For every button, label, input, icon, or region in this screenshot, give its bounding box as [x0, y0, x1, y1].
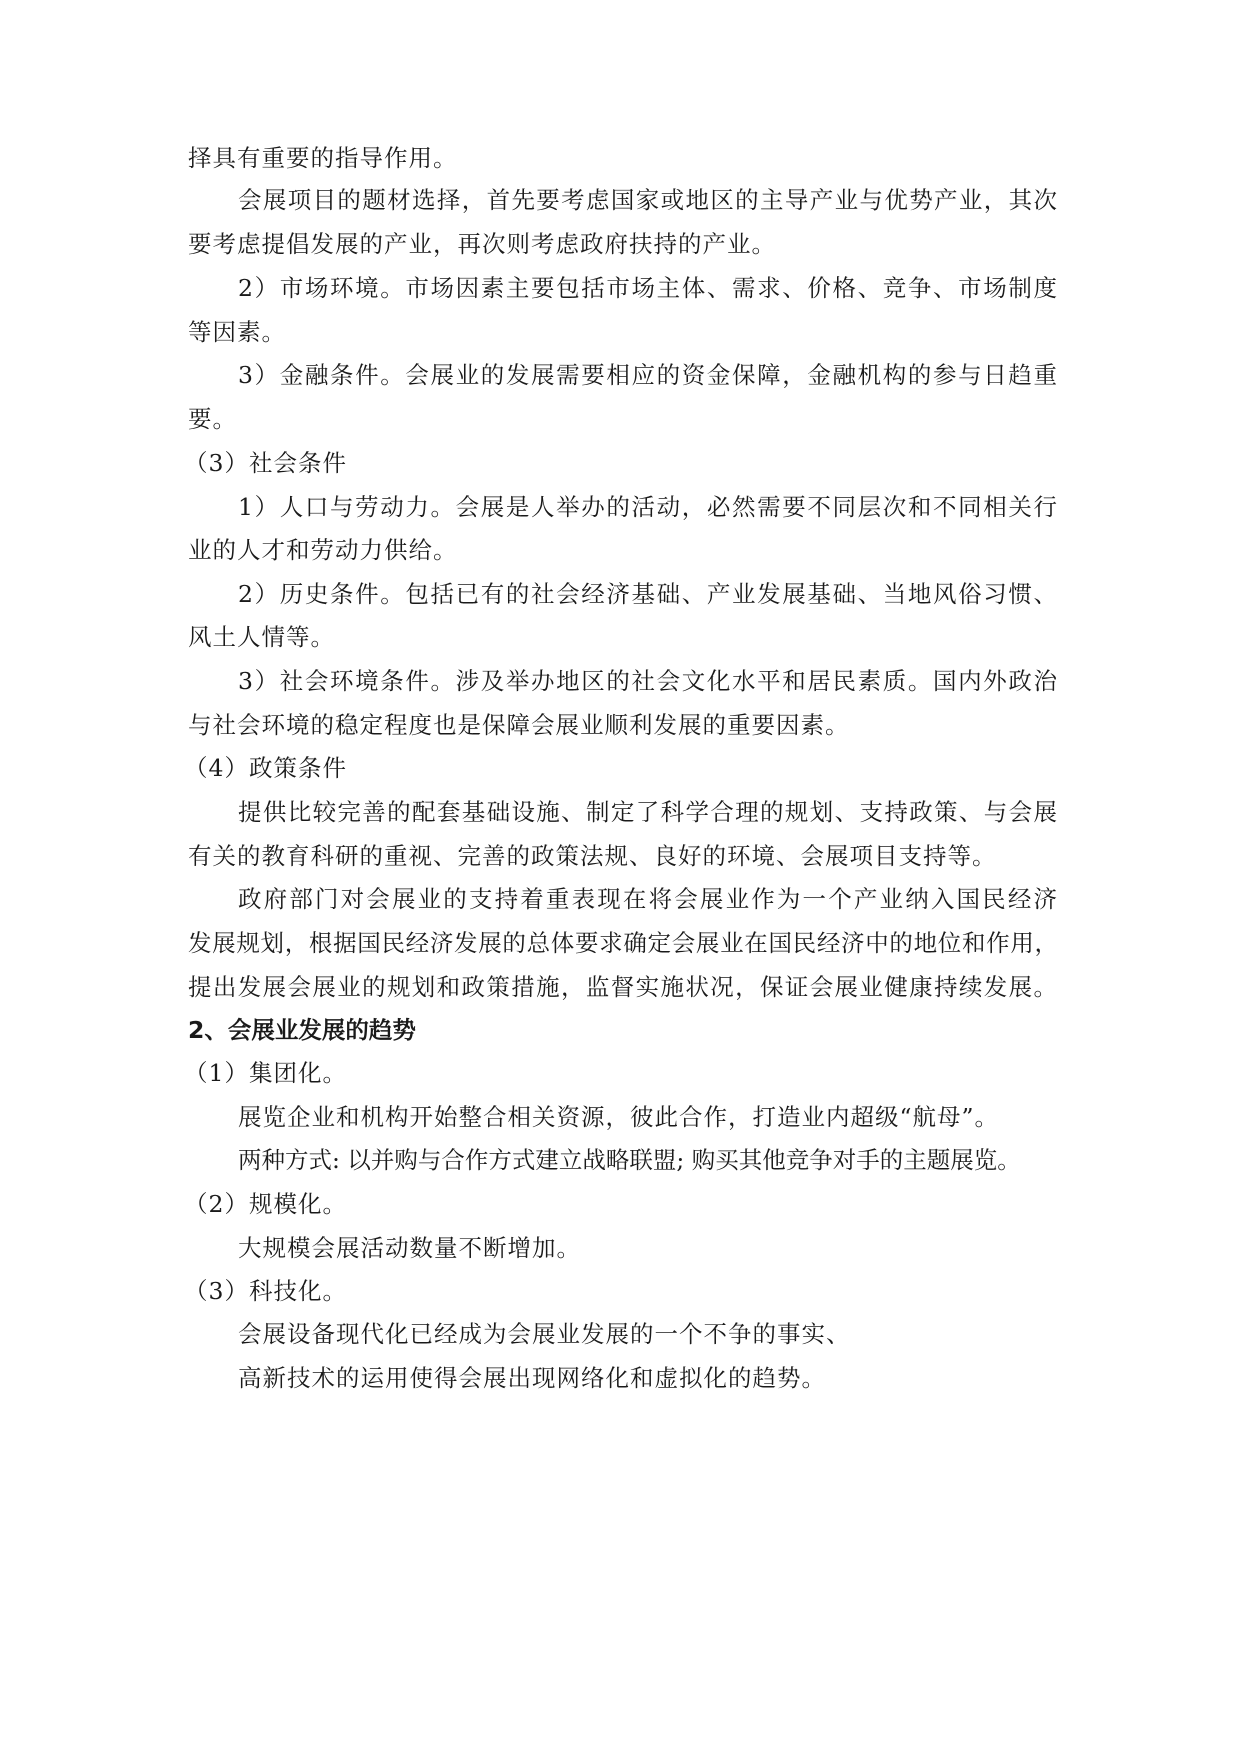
text-line-10: 业的人才和劳动力供给。	[188, 536, 458, 564]
text-line-24: 两种方式: 以并购与合作方式建立战略联盟; 购买其他竞争对手的主题展览。	[238, 1146, 1021, 1174]
text-line-5: 等因素。	[188, 318, 286, 346]
text-line-16: 提供比较完善的配套基础设施、制定了科学合理的规划、支持政策、与会展	[238, 798, 1058, 826]
text-line-12: 风土人情等。	[188, 623, 335, 651]
section-heading-3: （3）社会条件	[184, 449, 347, 477]
trend-heading-2: （2）规模化。	[184, 1190, 347, 1218]
text-line-26: 大规模会展活动数量不断增加。	[238, 1234, 581, 1262]
trend-heading-1: （1）集团化。	[184, 1059, 347, 1087]
section-title-trends: 2、会展业发展的趋势	[188, 1016, 416, 1044]
text-line-9: 1）人口与劳动力。会展是人举办的活动，必然需要不同层次和不同相关行	[238, 493, 1058, 521]
section-heading-4: （4）政策条件	[184, 754, 347, 782]
text-line-29: 高新技术的运用使得会展出现网络化和虚拟化的趋势。	[238, 1364, 826, 1392]
text-line-11: 2）历史条件。包括已有的社会经济基础、产业发展基础、当地风俗习惯、	[238, 580, 1058, 608]
text-line-18: 政府部门对会展业的支持着重表现在将会展业作为一个产业纳入国民经济	[238, 885, 1058, 913]
text-line-2: 会展项目的题材选择，首先要考虑国家或地区的主导产业与优势产业，其次	[238, 186, 1058, 214]
text-line-13: 3）社会环境条件。涉及举办地区的社会文化水平和居民素质。国内外政治	[238, 667, 1058, 695]
text-line-3: 要考虑提倡发展的产业，再次则考虑政府扶持的产业。	[188, 230, 776, 258]
text-line-23: 展览企业和机构开始整合相关资源，彼此合作，打造业内超级“航母”。	[238, 1103, 1000, 1131]
text-line-28: 会展设备现代化已经成为会展业发展的一个不争的事实、	[238, 1320, 851, 1348]
text-line-1: 择具有重要的指导作用。	[188, 144, 458, 172]
text-line-17: 有关的教育科研的重视、完善的政策法规、良好的环境、会展项目支持等。	[188, 842, 997, 870]
text-line-20: 提出发展会展业的规划和政策措施，监督实施状况，保证会展业健康持续发展。	[188, 973, 1058, 1001]
text-line-4: 2）市场环境。市场因素主要包括市场主体、需求、价格、竞争、市场制度	[238, 274, 1058, 302]
text-line-6: 3）金融条件。会展业的发展需要相应的资金保障，金融机构的参与日趋重	[238, 361, 1058, 389]
trend-heading-3: （3）科技化。	[184, 1277, 347, 1305]
text-line-19: 发展规划，根据国民经济发展的总体要求确定会展业在国民经济中的地位和作用，	[188, 929, 1058, 957]
text-line-7: 要。	[188, 405, 237, 433]
text-line-14: 与社会环境的稳定程度也是保障会展业顺利发展的重要因素。	[188, 711, 850, 739]
